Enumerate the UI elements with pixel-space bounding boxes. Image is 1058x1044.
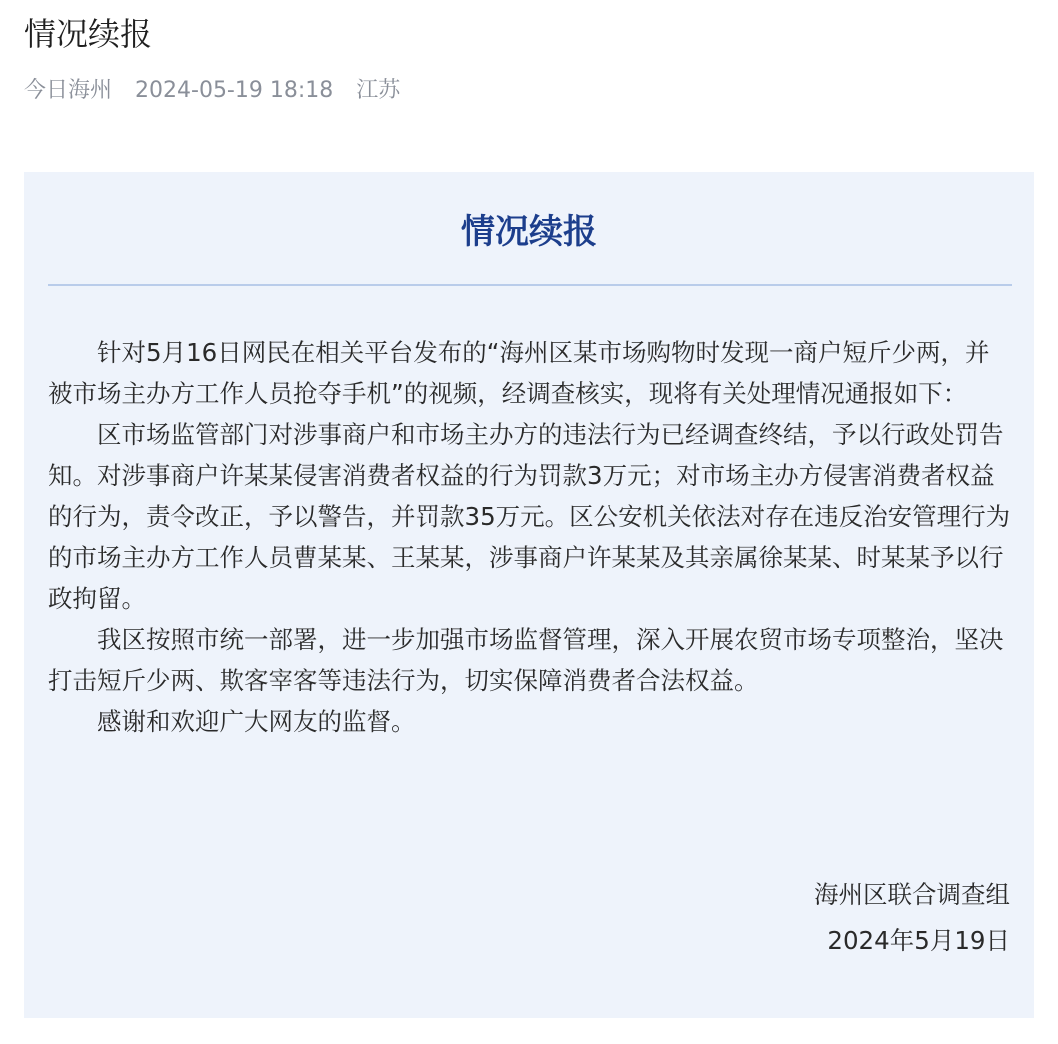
publish-location: 江苏 — [356, 78, 401, 103]
notice-title: 情况续报 — [461, 212, 597, 252]
title-divider — [48, 284, 1012, 286]
notice-paragraph-3: 我区按照市统一部署，进一步加强市场监督管理，深入开展农贸市场专项整治，坚决打击短斤少两、欺客宰客等违法行为，切实保障消费者合法权益。 — [48, 625, 1004, 695]
publish-datetime: 2024-05-19 18:18 — [135, 78, 334, 103]
signature-date: 2024年5月19日 — [827, 926, 1010, 955]
source-account-link[interactable]: 今日海州 — [24, 78, 113, 103]
notice-body — [48, 332, 1012, 742]
notice-paragraph-2: 区市场监管部门对涉事商户和市场主办方的违法行为已经调查终结，予以行政处罚告知。对涉事商户许某某侵害消费者权益的行为罚款3万元；对市场主办方侵害消费者权益的行为，责令改正，予以警告，并罚款35万元。区公安机关依法对存在违反治安管理行为的市场主办方工作人员曹某某、王某某，涉事商户许某某及其亲属徐某某、时某某予以行政拘留。 — [48, 420, 1011, 613]
page-title: 情况续报 — [24, 15, 153, 53]
notice-paragraph-4: 感谢和欢迎广大网友的监督。 — [97, 707, 416, 736]
article-meta — [24, 74, 416, 108]
notice-signature — [814, 872, 1010, 964]
notice-paragraph-1: 针对5月16日网民在相关平台发布的“海州区某市场购物时发现一商户短斤少两，并被市场主办方工作人员抢夺手机”的视频，经调查核实，现将有关处理情况通报如下： — [48, 338, 990, 408]
notice-card — [24, 172, 1034, 1018]
signature-organization: 海州区联合调查组 — [814, 880, 1010, 909]
